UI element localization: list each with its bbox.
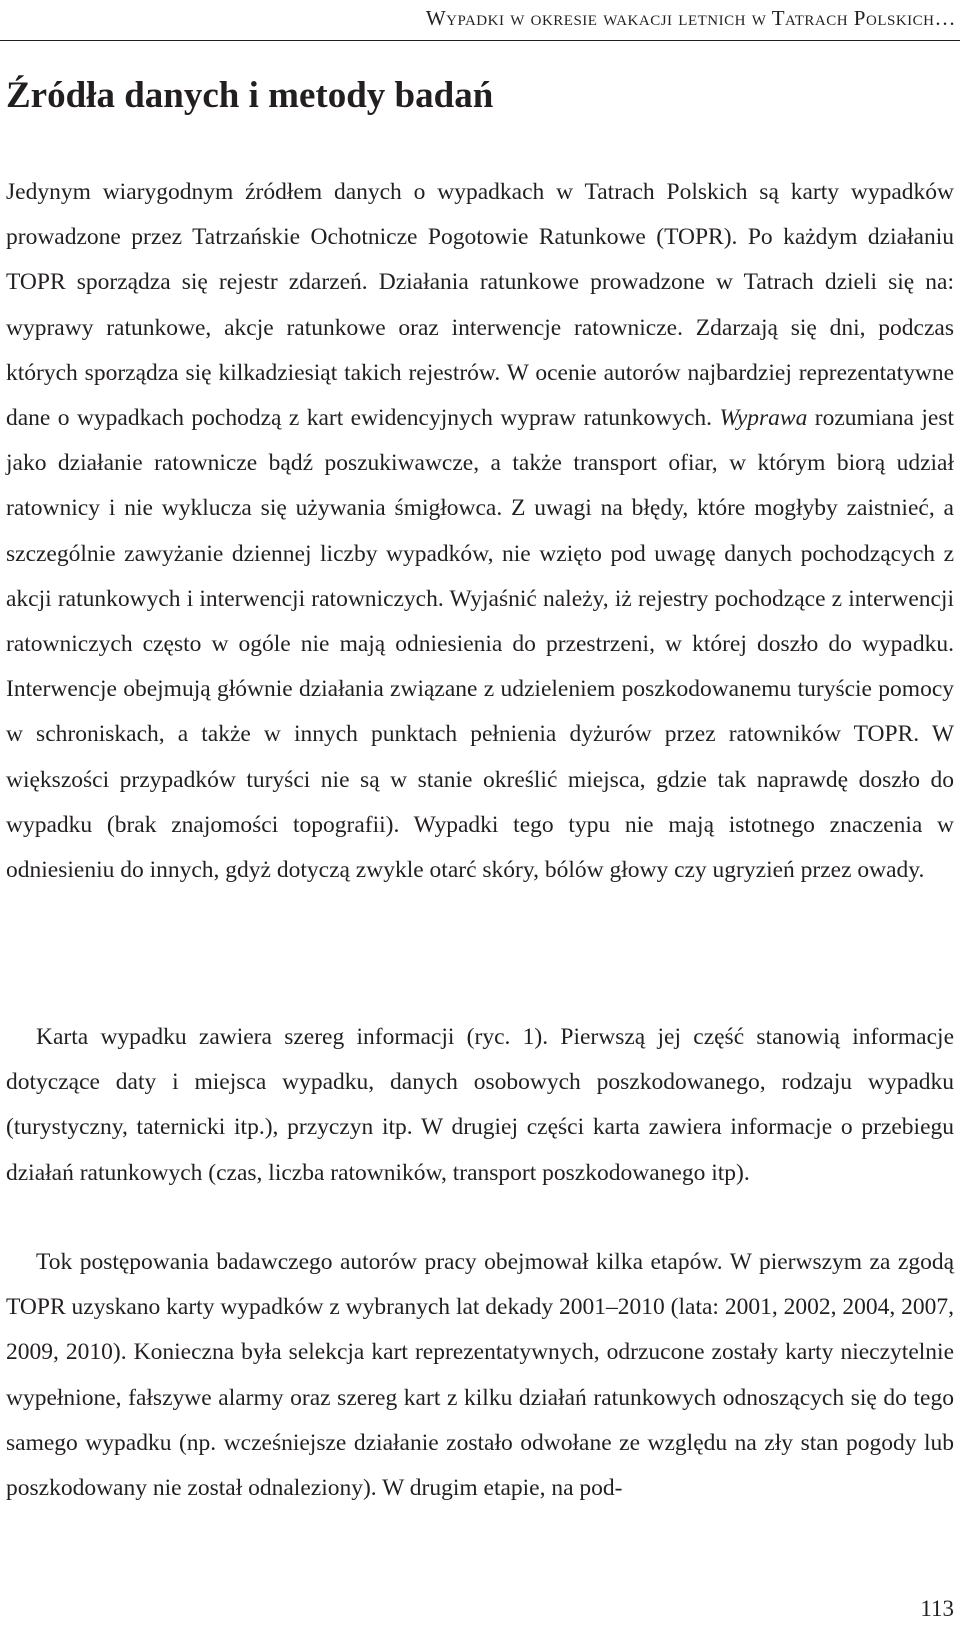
paragraph-accident-card: Karta wypadku zawiera szereg informacji (ryc. 1). Pierwszą jej część stanowią informacje dotyczące daty i miejsca wypadku, danych osobowych poszkodowanego, rodzaju wypadku (turystyczny, taternicki itp.), przyczyn itp. W drugiej części karta zawiera informacje o przebiegu działań ratunkowych (czas, liczba ratowników, transport poszkodowanego itp). bbox=[6, 1024, 954, 1186]
paragraph-text-end: rozumiana jest jako działanie ratownicze bądź poszukiwawcze, a także transport ofiar, w którym biorą udział ratownicy i nie wyklucza się używania śmigłowca. Z uwagi na błędy, które mogłyby zaistnieć, a szczególnie zawyżanie dziennej liczby wypadków, nie wzięto pod uwagę danych pochodzących z akcji ratunkowych i interwencji ratowniczych. Wyjaśnić należy, iż rejestry pochodzące z interwencji ratowniczych często w ogóle nie mają odniesienia do przestrzeni, w której doszło do wypadku. Interwencje obejmują głównie działania związane z udzieleniem poszkodowanemu turyście pomocy w schroniskach, a także w innych punktach pełnienia dyżurów przez ratowników TOPR. W większości przypadków turyści nie są w stanie określić miejsca, gdzie tak naprawdę doszło do wypadku (brak znajomości topografii). Wypadki tego typu nie mają istotnego znaczenia w odniesieniu do innych, gdyż dotyczą zwykle otarć skóry, bólów głowy czy ugryzień przez owady. bbox=[6, 405, 955, 884]
emphasized-term: Wyprawa bbox=[719, 405, 808, 432]
paragraph-data-sources bbox=[6, 170, 954, 893]
running-header bbox=[0, 0, 960, 41]
page-number: 113 bbox=[920, 1596, 954, 1621]
paragraph-text-start: Jedynym wiarygodnym źródłem danych o wypadkach w Tatrach Polskich są karty wypadków prowadzone przez Tatrzańskie Ochotnicze Pogotowie Ratunkowe (TOPR). Po każdym działaniu TOPR sporządza się rejestr zdarzeń. Działania ratunkowe prowadzone w Tatrach dzieli się na: wyprawy ratunkowe, akcje ratunkowe oraz interwencje ratownicze. Zdarzają się dni, podczas których sporządza się kilkadziesiąt takich rejestrów. W ocenie autorów najbardziej reprezentatywne dane o wypadkach pochodzą z kart ewidencyjnych wypraw ratunkowych. bbox=[6, 179, 954, 432]
paragraph-research-procedure: Tok postępowania badawczego autorów pracy obejmował kilka etapów. W pierwszym za zgodą TOPR uzyskano karty wypadków z wybranych lat dekady 2001–2010 (lata: 2001, 2002, 2004, 2007, 2009, 2010). Konieczna była selekcja kart reprezentatywnych, odrzucone zostały karty nieczytelnie wypełnione, fałszywe alarmy oraz szereg kart z kilku działań ratunkowych odnoszących się do tego samego wypadku (np. wcześniejsze działanie zostało odwołane ze względu na zły stan pogody lub poszkodowany nie został odnaleziony). W drugim etapie, na pod- bbox=[6, 1249, 954, 1502]
running-title: Wypadki w okresie wakacji letnich w Tatrach Polskich… bbox=[425, 6, 956, 30]
section-title: Źródła danych i metody badań bbox=[6, 75, 494, 116]
